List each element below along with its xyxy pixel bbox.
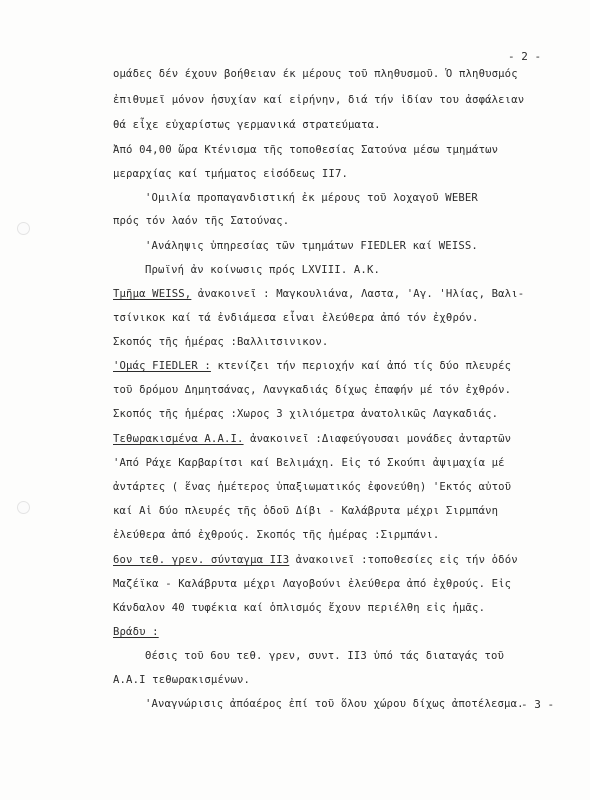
text-segment: θά εἶχε εὐχαρίστως γερμανικά στρατεύματα. xyxy=(113,119,381,131)
text-line xyxy=(113,553,518,567)
text-line xyxy=(113,287,524,301)
page-number-bottom: - 3 - xyxy=(521,698,555,711)
underlined-heading: Τεθωρακισμένα Α.Α.Ι. xyxy=(113,433,244,445)
text-line xyxy=(113,118,381,132)
text-line xyxy=(113,577,511,591)
text-segment: Πρωϊνή ἀν κοίνωσις πρός LXVIII. A.K. xyxy=(145,264,381,276)
underlined-heading: Τμῆμα WEISS, xyxy=(113,288,192,300)
text-line xyxy=(113,67,518,81)
text-segment: ἀνακοινεῖ : Μαγκουλιάνα, Λαστα, 'Αγ. 'Ηλίας, Βαλι- xyxy=(191,288,525,300)
text-segment: Μαζέϊκα - Καλάβρυτα μέχρι Λαγοβούνι ἐλεύθερα ἀπό ἐχθρούς. Εἰς xyxy=(113,578,512,590)
text-line xyxy=(113,528,439,542)
text-segment: 'Ανάληψις ὑπηρεσίας τῶν τμημάτων FIEDLER καί WEISS. xyxy=(145,240,478,252)
text-line xyxy=(113,167,348,181)
text-line xyxy=(145,239,478,253)
text-line xyxy=(113,335,328,349)
text-segment: πρός τόν λαόν τῆς Σατούνας. xyxy=(113,215,290,227)
text-line xyxy=(145,191,478,205)
text-segment: ἀνακοινεῖ :τοποθεσίες εἰς τήν ὁδόν xyxy=(289,554,518,566)
text-segment: 'Από Ράχε Καρβαρίτσι καί Βελιμάχη. Εἰς τό Σκούπι ἀψιμαχία μέ xyxy=(113,457,505,469)
text-line xyxy=(113,432,511,446)
punch-hole-top xyxy=(17,222,30,235)
text-segment: ἀνακοινεῖ :Διαφεύγουσαι μονάδες ἀνταρτῶν xyxy=(243,433,512,445)
text-line xyxy=(113,504,498,518)
underlined-heading: 6ον τεθ. γρεν. σύνταγμα II3 xyxy=(113,554,290,566)
text-segment: 'Αναγνώρισις ἀπόαέρος ἐπί τοῦ ὅλου χώρου δίχως ἀποτέλεσμα. xyxy=(145,698,524,710)
text-segment: Ἀπό 04,00 ὥρα Κτένισμα τῆς τοποθεσίας Σατούνα μέσω τμημάτων xyxy=(113,144,499,156)
text-line xyxy=(113,93,524,107)
text-segment: Θέσις τοῦ 6ου τεθ. γρεν, συντ. II3 ὑπό τάς διαταγάς τοῦ xyxy=(145,650,505,662)
punch-hole-bottom xyxy=(17,501,30,514)
text-line xyxy=(113,673,250,687)
text-line xyxy=(145,263,380,277)
text-segment: ἐπιθυμεῖ μόνον ἡσυχίαν καί εἰρήνην, διά τήν ἰδίαν του ἀσφάλειαν xyxy=(113,94,525,106)
text-line xyxy=(113,311,479,325)
text-segment: μεραρχίας καί τμήματος εἰσόδεως II7. xyxy=(113,168,349,180)
text-line xyxy=(113,456,505,470)
text-line xyxy=(113,480,511,494)
text-line xyxy=(113,143,498,157)
text-segment: Σκοπός τῆς ἡμέρας :Βαλλιτσινικον. xyxy=(113,336,329,348)
text-segment: ομάδες δέν έχουν βοήθειαν έκ μέρους τοῦ πληθυσμοῦ. Ὁ πληθυσμός xyxy=(113,68,518,80)
text-line xyxy=(145,649,504,663)
text-segment: κτενίζει τήν περιοχήν καί ἀπό τίς δύο πλευρές xyxy=(210,360,512,372)
text-line xyxy=(113,383,511,397)
text-line xyxy=(113,214,289,228)
underlined-heading: Βράδυ : xyxy=(113,626,159,638)
text-segment: Σκοπός τῆς ἡμέρας :Χωρος 3 χιλιόμετρα ἀνατολικῶς Λαγκαδιάς. xyxy=(113,408,499,420)
text-segment: καί Αἱ δύο πλευρές τῆς ὁδοῦ Δίβι - Καλάβρυτα μέχρι Σιρμπάνη xyxy=(113,505,499,517)
text-segment: 'Ομιλία προπαγανδιστική ἐκ μέρους τοῦ λοχαγοῦ WEBER xyxy=(145,192,478,204)
page-number-top: - 2 - xyxy=(508,50,542,63)
underlined-heading: 'Ομάς FIEDLER : xyxy=(113,360,211,372)
text-line xyxy=(113,625,159,639)
text-line xyxy=(113,359,511,373)
text-segment: τσίνικοκ καί τά ἐνδιάμεσα εἶναι ἐλεύθερα ἀπό τόν ἐχθρόν. xyxy=(113,312,479,324)
text-segment: ἐλεύθερα ἀπό ἐχθρούς. Σκοπός τῆς ἡμέρας :Σιρμπάνι. xyxy=(113,529,440,541)
text-line xyxy=(145,697,524,711)
text-segment: Α.Α.Ι τεθωρακισμένων. xyxy=(113,674,251,686)
text-line xyxy=(113,601,485,615)
text-line xyxy=(113,407,498,421)
text-segment: ἀντάρτες ( ἕνας ἡμέτερος ὑπαξιωματικός ἐφονεύθη) 'Εκτός αὐτοῦ xyxy=(113,481,512,493)
text-segment: τοῦ δρόμου Δημητσάνας, Λανγκαδιάς δίχως ἐπαφήν μέ τόν ἐχθρόν. xyxy=(113,384,512,396)
text-segment: Κάνδαλον 40 τυφέκια καί ὁπλισμός ἔχουν περιέλθη εἰς ἡμᾶς. xyxy=(113,602,486,614)
